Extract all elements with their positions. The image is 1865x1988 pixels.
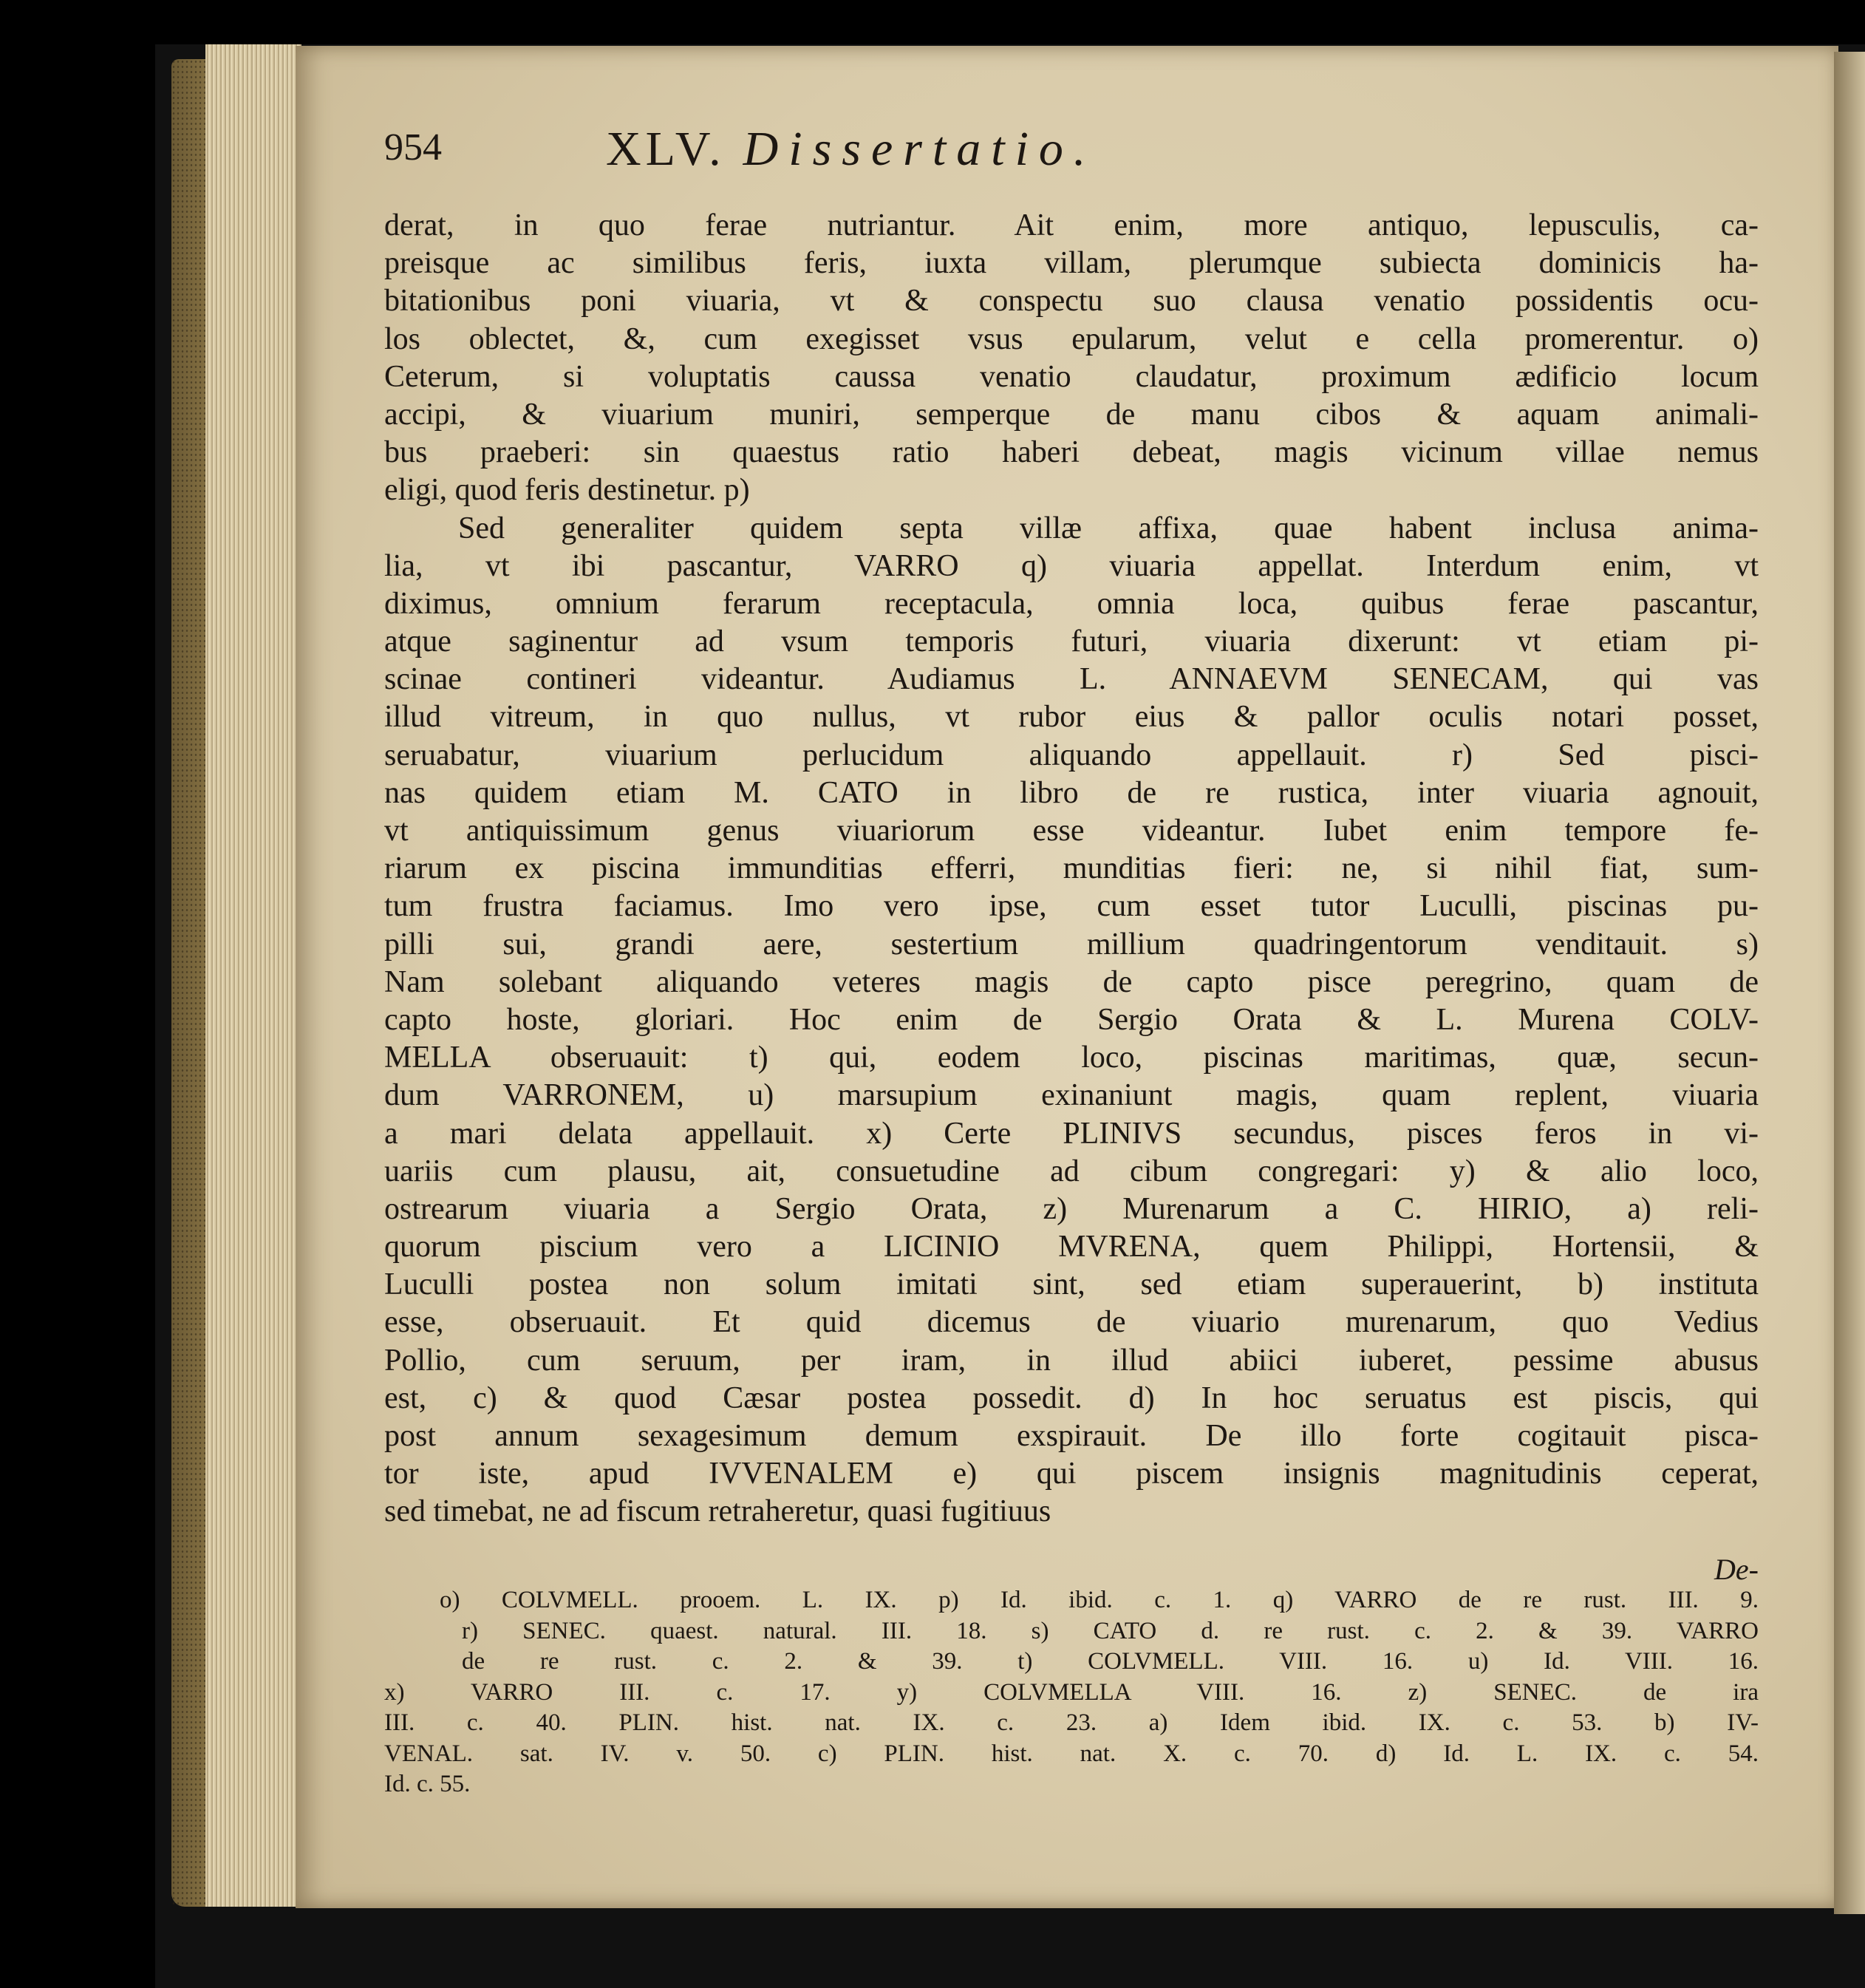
footnotes — [384, 1585, 1759, 1800]
text-line: diximus, omnium ferarum receptacula, omnia loca, quibus ferae pascantur, — [384, 586, 1759, 621]
text-line: riarum ex piscina immunditias efferri, munditias fieri: ne, si nihil fiat, sum- — [384, 851, 1759, 886]
text-line: derat, in quo ferae nutriantur. Ait enim, more antiquo, lepusculis, ca- — [384, 208, 1759, 242]
footnote-line: r) SENEC. quaest. natural. III. 18. s) CATO d. re rust. c. 2. & 39. VARRO — [462, 1617, 1759, 1644]
running-header — [384, 122, 1759, 192]
text-line: a mari delata appellauit. x) Certe PLINIVS secundus, pisces feros in vi- — [384, 1116, 1759, 1151]
text-line: bitationibus poni viuaria, vt & conspectu suo clausa venatio possidentis ocu- — [384, 284, 1759, 319]
text-line: esse, obseruauit. Et quid dicemus de viuario murenarum, quo Vedius — [384, 1305, 1759, 1340]
text-line: tum frustra faciamus. Imo vero ipse, cum esset tutor Luculli, piscinas pu- — [384, 889, 1759, 924]
text-line: dum VARRONEM, u) marsupium exinaniunt magis, quam replent, viuaria — [384, 1078, 1759, 1113]
text-line: Pollio, cum seruum, per iram, in illud abiici iuberet, pessime abusus — [384, 1343, 1759, 1378]
text-line: uariis cum plausu, ait, consuetudine ad cibum congregari: y) & alio loco, — [384, 1154, 1759, 1188]
facing-page-edge — [1834, 52, 1865, 1914]
catchword: De- — [1714, 1553, 1759, 1586]
text-line: Sed generaliter quidem septa villæ affixa, quae habent inclusa anima- — [458, 511, 1759, 545]
text-line: post annum sexagesimum demum exspirauit. De illo forte cogitauit pisca- — [384, 1419, 1759, 1453]
footnote-line: VENAL. sat. IV. v. 50. c) PLIN. hist. nat. X. c. 70. d) Id. L. IX. c. 54. — [384, 1740, 1759, 1767]
text-line: scinae contineri videantur. Audiamus L. ANNAEVM SENECAM, qui vas — [384, 662, 1759, 697]
running-title-numeral: XLV. — [606, 122, 726, 176]
text-line: MELLA obseruauit: t) qui, eodem loco, piscinas maritimas, quæ, secun- — [384, 1041, 1759, 1075]
page-stack-edge — [205, 44, 301, 1907]
text-line: vt antiquissimum genus viuariorum esse videantur. Iubet enim tempore fe- — [384, 814, 1759, 848]
text-line: quorum piscium vero a LICINIO MVRENA, quem Philippi, Hortensii, & — [384, 1230, 1759, 1264]
body-text — [384, 207, 1759, 1531]
text-line: Ceterum, si voluptatis caussa venatio claudatur, proximum ædificio locum — [384, 359, 1759, 394]
text-line: sed timebat, ne ad fiscum retraheretur, quasi fugitiuus — [384, 1494, 1051, 1529]
text-line: capto hoste, gloriari. Hoc enim de Sergio Orata & L. Murena COLV- — [384, 1002, 1759, 1037]
text-line: lia, vt ibi pascantur, VARRO q) viuaria appellat. Interdum enim, vt — [384, 548, 1759, 583]
footnote-line: o) COLVMELL. prooem. L. IX. p) Id. ibid. c. 1. q) VARRO de re rust. III. 9. — [440, 1587, 1759, 1613]
text-line: los oblectet, &, cum exegisset vsus epularum, velut e cella promerentur. o) — [384, 321, 1759, 356]
text-line: accipi, & viuarium muniri, semperque de manu cibos & aquam animali- — [384, 397, 1759, 432]
footnote-line: III. c. 40. PLIN. hist. nat. IX. c. 23. a) Idem ibid. IX. c. 53. b) IV- — [384, 1709, 1759, 1736]
footnote-line: de re rust. c. 2. & 39. t) COLVMELL. VIII. 16. u) Id. VIII. 16. — [462, 1648, 1759, 1675]
text-line: seruabatur, viuarium perlucidum aliquando appellauit. r) Sed pisci- — [384, 738, 1759, 772]
text-line: Nam solebant aliquando veteres magis de capto pisce peregrino, quam de — [384, 964, 1759, 999]
page-number: 954 — [384, 126, 442, 168]
text-line: illud vitreum, in quo nullus, vt rubor eius & pallor oculis notari posset, — [384, 700, 1759, 735]
running-title — [606, 121, 1096, 177]
text-line: est, c) & quod Cæsar postea possedit. d) In hoc seruatus est piscis, qui — [384, 1381, 1759, 1415]
page-text — [384, 81, 1759, 1797]
text-line: pilli sui, grandi aere, sestertium millium quadringentorum venditauit. s) — [384, 927, 1759, 961]
text-line: bus praeberi: sin quaestus ratio haberi debeat, magis vicinum villae nemus — [384, 435, 1759, 470]
footnote-line: x) VARRO III. c. 17. y) COLVMELLA VIII. 16. z) SENEC. de ira — [384, 1678, 1759, 1706]
running-title-word: Dissertatio. — [743, 122, 1097, 176]
text-line: preisque ac similibus feris, iuxta villam, plerumque subiecta dominicis ha- — [384, 246, 1759, 281]
text-line: eligi, quod feris destinetur. p) — [384, 473, 750, 508]
text-line: tor iste, apud IVVENALEM e) qui piscem insignis magnitudinis ceperat, — [384, 1457, 1759, 1491]
text-line: Luculli postea non solum imitati sint, sed etiam superauerint, b) instituta — [384, 1267, 1759, 1302]
text-line: ostrearum viuaria a Sergio Orata, z) Murenarum a C. HIRIO, a) reli- — [384, 1191, 1759, 1226]
footnote-line: Id. c. 55. — [384, 1771, 471, 1797]
text-line: atque saginentur ad vsum temporis futuri, viuaria dixerunt: vt etiam pi- — [384, 624, 1759, 659]
text-line: nas quidem etiam M. CATO in libro de re rustica, inter viuaria agnouit, — [384, 775, 1759, 810]
